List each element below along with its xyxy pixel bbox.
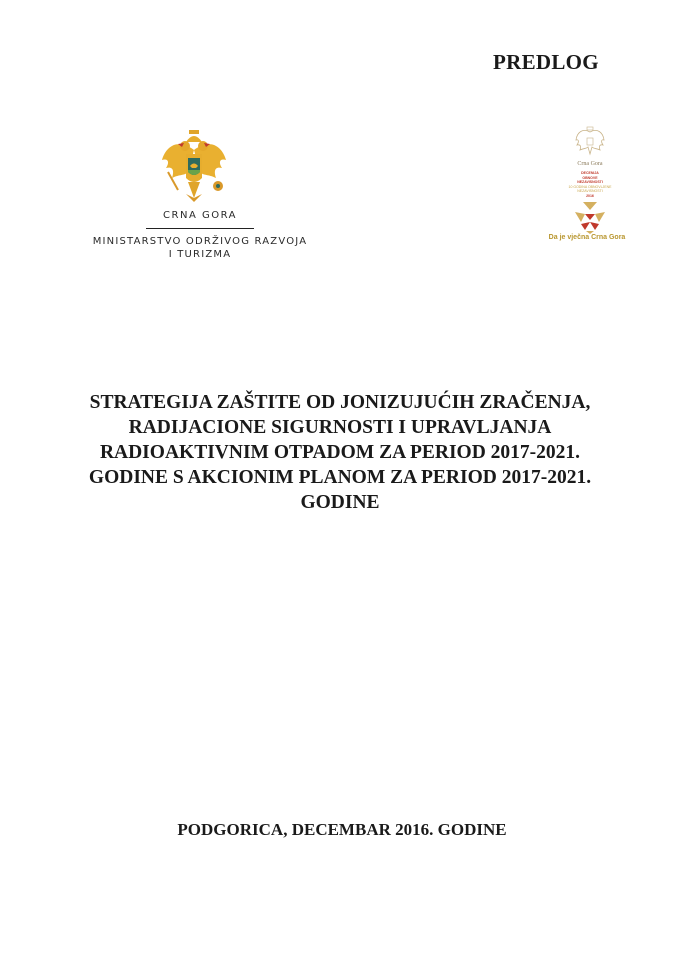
document-status-label: PREDLOG xyxy=(493,50,599,74)
anniversary-text-line: OBNOVE xyxy=(582,175,598,180)
anniversary-text-line: NEZAVISNOSTI xyxy=(577,189,603,193)
document-title xyxy=(40,390,640,515)
decade-star-emblem-icon xyxy=(552,200,628,234)
montenegro-coat-of-arms-icon xyxy=(158,128,230,206)
anniversary-text-line: 10 GODINA OBNOVLJENE xyxy=(568,184,612,189)
ministry-name-line2: I TURIZMA xyxy=(168,249,232,260)
title-line: STRATEGIJA ZAŠTITE OD JONIZUJUĆIH ZRAČENJA, xyxy=(89,392,591,413)
ministry-logo-block xyxy=(80,209,320,261)
anniversary-year: 2016 xyxy=(586,193,594,198)
place-and-date: PODGORICA, DECEMBAR 2016. GODINE xyxy=(177,820,507,839)
right-logo-country: Crna Gora xyxy=(577,161,603,167)
logo-divider xyxy=(146,228,254,229)
montenegro-coat-of-arms-outline-icon xyxy=(552,126,628,160)
title-line: RADIOAKTIVNIM OTPADOM ZA PERIOD 2017-2021. xyxy=(99,442,581,463)
ministry-name-line1: MINISTARSTVO ODRŽIVOG RAZVOJA xyxy=(92,236,308,247)
anniversary-text-line: NEZAVISNOSTI xyxy=(577,180,603,184)
title-line: GODINE S AKCIONIM PLANOM ZA PERIOD 2017-2021. xyxy=(88,467,592,488)
country-name: CRNA GORA xyxy=(163,210,237,221)
title-line: GODINE xyxy=(300,492,380,513)
slogan: Da je vječna Crna Gora xyxy=(548,234,626,241)
independence-anniversary-logo xyxy=(548,126,628,241)
anniversary-text-line: DECENIJA xyxy=(581,171,599,175)
title-line: RADIJACIONE SIGURNOSTI I UPRAVLJANJA xyxy=(128,417,552,438)
